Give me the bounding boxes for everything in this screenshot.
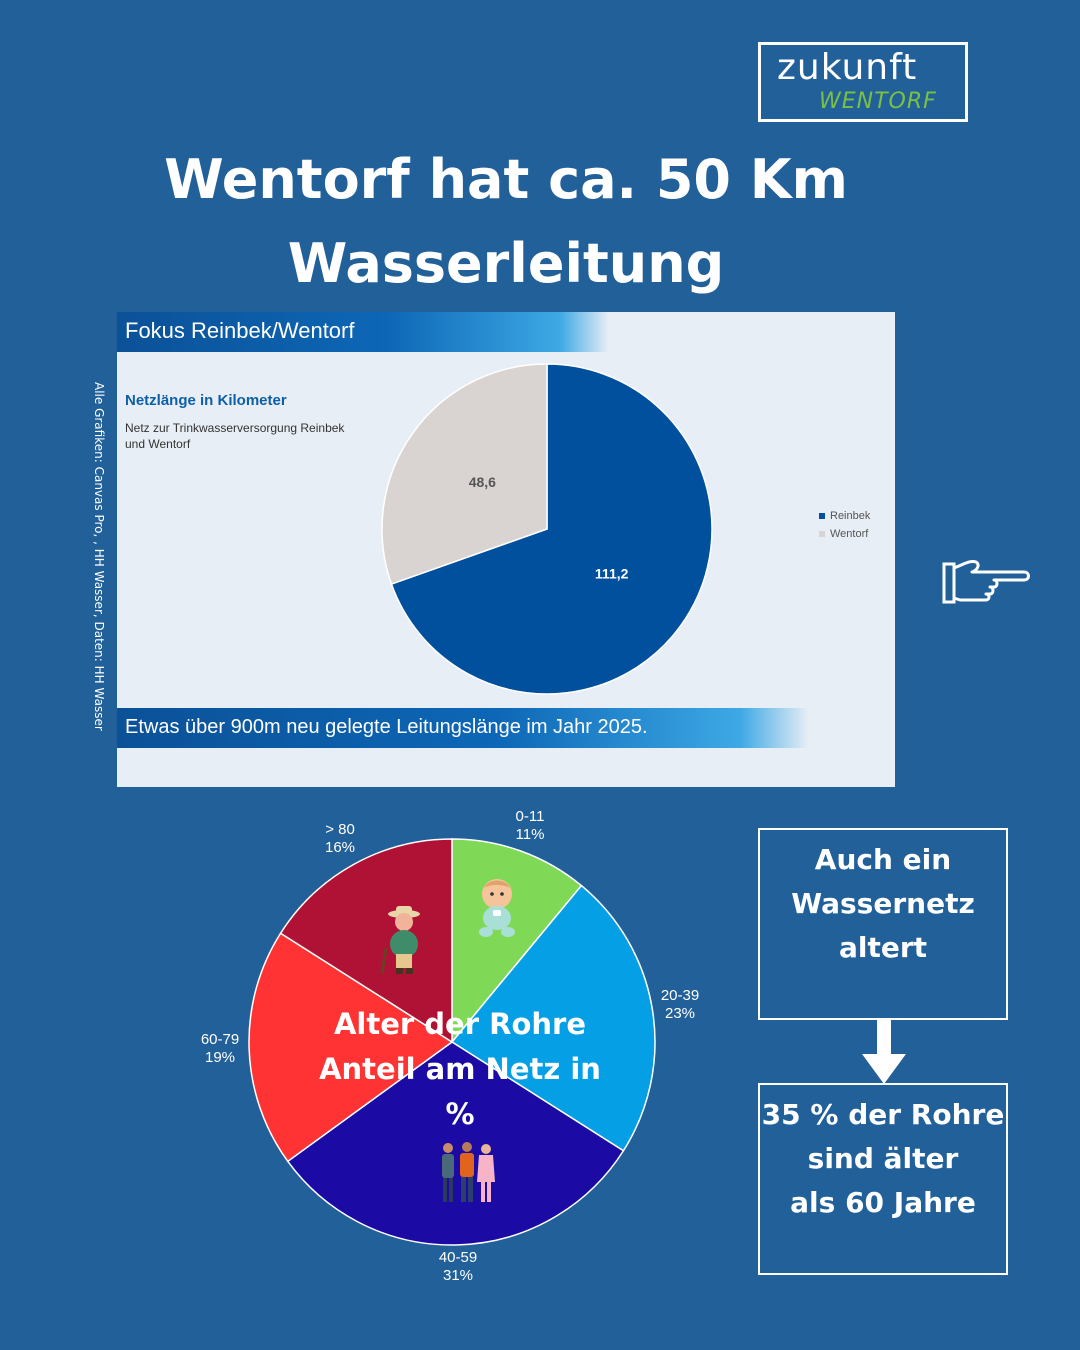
logo	[758, 42, 968, 122]
title-line1: Wentorf hat ca. 50 Km	[164, 148, 848, 211]
age-label-60-79	[180, 1031, 260, 1067]
pie1-legend	[819, 510, 870, 546]
box1-line1: Auch ein	[814, 843, 952, 876]
old-pipes-box	[758, 1083, 1008, 1275]
box1-line3: altert	[838, 931, 928, 964]
baby-icon	[472, 876, 522, 938]
box2-line1: 35 % der Rohre	[761, 1098, 1005, 1131]
age-cat-0-11: 0-11	[515, 808, 545, 825]
box2-line2: sind älter	[807, 1142, 959, 1175]
legend-item-wentorf	[819, 528, 870, 540]
age-label-0-11	[490, 808, 570, 844]
pie2-title-line2: Anteil am Netz in %	[319, 1052, 601, 1131]
down-arrow-icon	[860, 1020, 908, 1086]
network-panel	[117, 312, 895, 787]
adults-group-icon	[436, 1140, 498, 1204]
age-cat-40-59: 40-59	[438, 1249, 478, 1266]
panel-subtext: Netz zur Trinkwasserversorgung Reinbek und Wentorf	[125, 421, 345, 451]
age-cat-60-79: 60-79	[200, 1031, 240, 1048]
elderly-man-icon	[376, 904, 426, 976]
page-title	[150, 138, 862, 306]
legend-swatch-reinbek	[819, 513, 825, 519]
age-label-40-59	[418, 1249, 498, 1285]
pie1-value-label-wentorf: 48,6	[468, 473, 496, 490]
box1-line2: Wassernetz	[791, 887, 975, 920]
logo-line1: zukunft	[777, 47, 918, 88]
legend-item-reinbek	[819, 510, 870, 522]
title-line2: Wasserleitung	[287, 232, 725, 295]
aging-network-box	[758, 828, 1008, 1020]
age-cat-20-39: 20-39	[660, 987, 700, 1004]
pointing-hand-icon	[940, 558, 1032, 608]
box2-line3: als 60 Jahre	[790, 1186, 976, 1219]
panel-banner-top: Fokus Reinbek/Wentorf	[117, 312, 609, 352]
logo-line2: WENTORF	[819, 89, 937, 114]
age-val-40-59: 31%	[442, 1267, 474, 1284]
panel-banner-bottom: Etwas über 900m neu gelegte Leitungslänge im Jahr 2025.	[117, 708, 809, 748]
legend-label-wentorf: Wentorf	[830, 528, 869, 540]
pie2-title	[300, 1002, 620, 1137]
age-val-60-79: 19%	[204, 1049, 236, 1066]
age-cat-over-80: > 80	[325, 821, 355, 838]
legend-label-reinbek: Reinbek	[830, 510, 871, 522]
age-val-0-11: 11%	[515, 826, 545, 843]
pie2-title-line1: Alter der Rohre	[333, 1007, 586, 1041]
age-label-20-39	[640, 987, 720, 1023]
pie1-value-label-reinbek: 111,2	[594, 565, 629, 582]
legend-swatch-wentorf	[819, 531, 825, 537]
age-label-over-80	[300, 821, 380, 857]
source-credit: Alle Grafiken: Canvas Pro, , HH Wasser, Daten: HH Wasser	[92, 382, 106, 731]
age-val-20-39: 23%	[664, 1005, 696, 1022]
panel-heading: Netzlänge in Kilometer	[125, 392, 287, 409]
age-val-over-80: 16%	[324, 839, 356, 856]
